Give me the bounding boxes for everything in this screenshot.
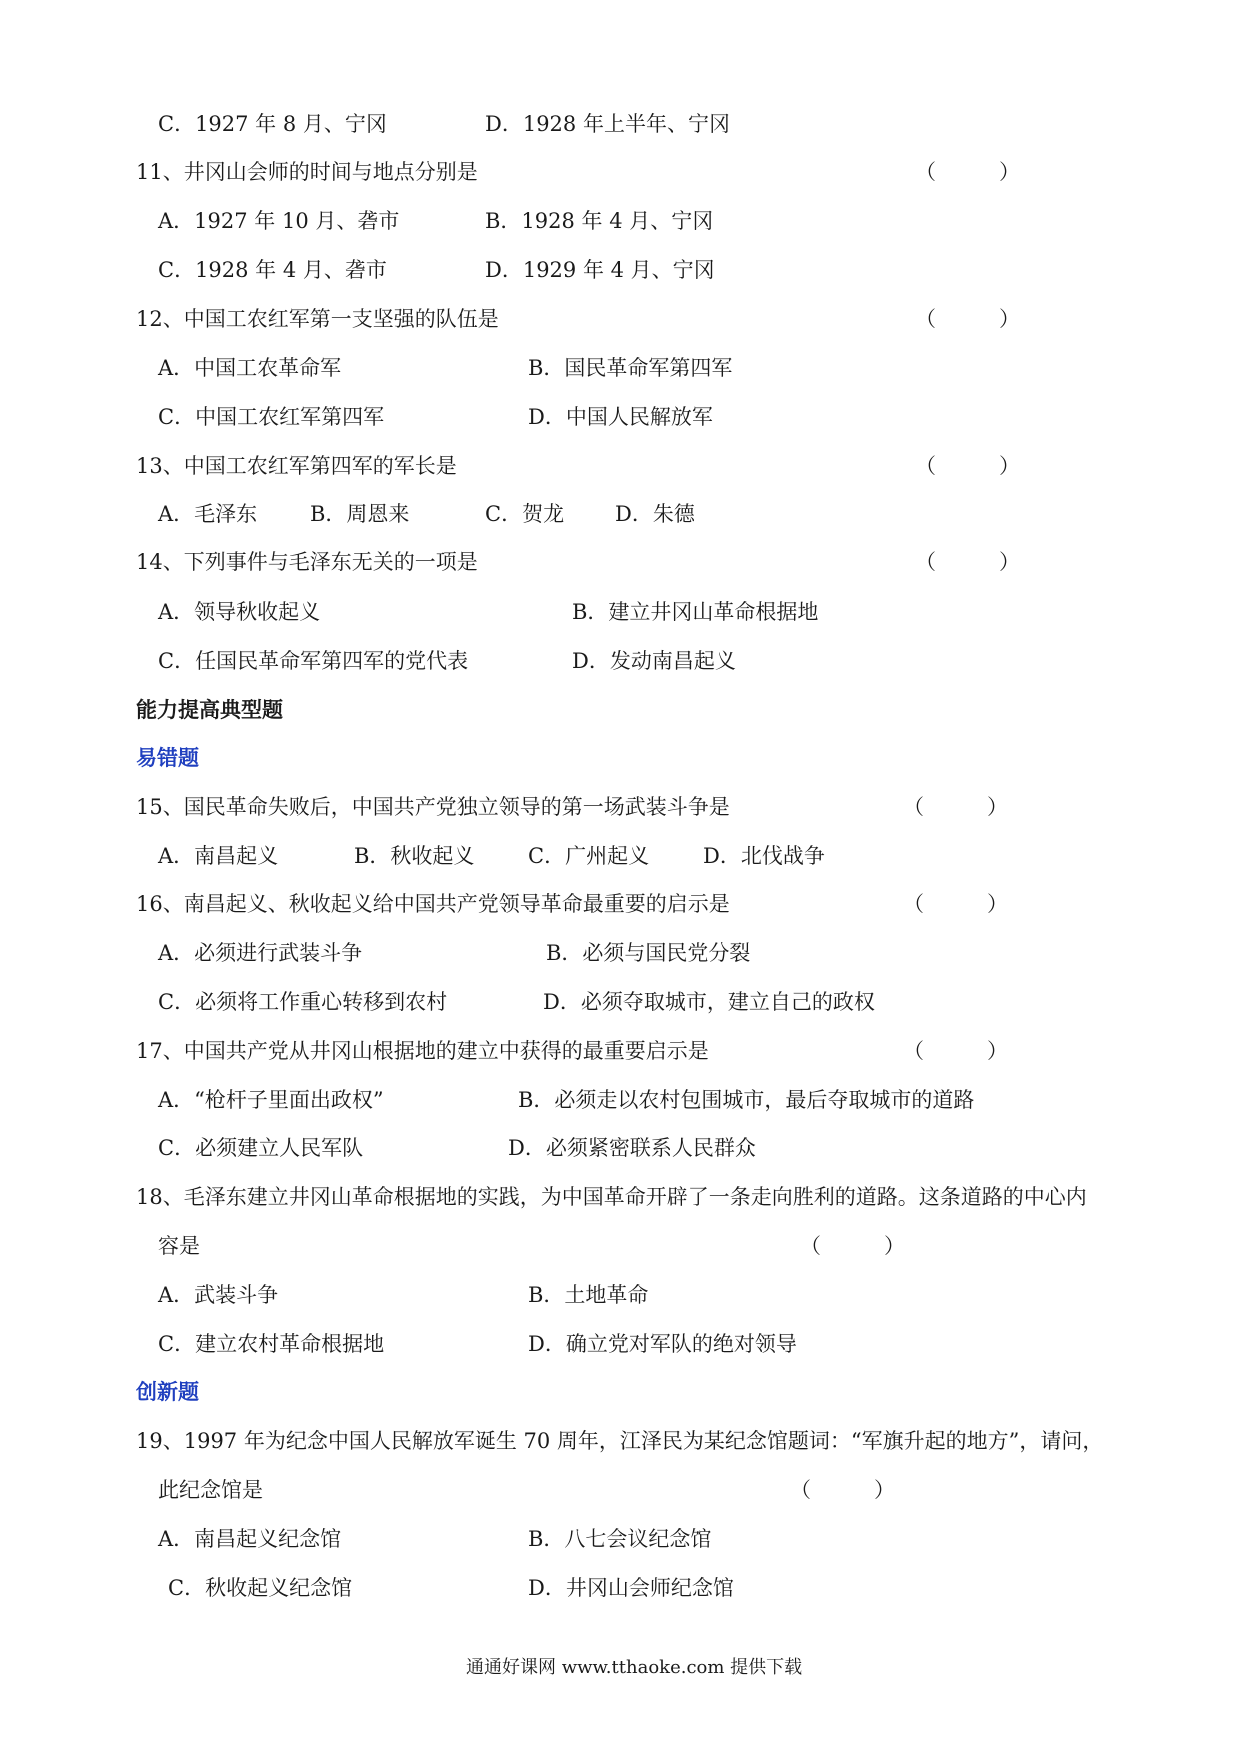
q18-stem-continued: 容是 — [158, 1234, 200, 1258]
q17-option-c: C．必须建立人民军队 — [158, 1136, 364, 1160]
q18-option-d: D．确立党对军队的绝对领导 — [528, 1332, 797, 1356]
q11-option-a: A．1927 年 10 月、砻市 — [158, 209, 400, 233]
q12-option-d: D．中国人民解放军 — [528, 405, 713, 429]
q15-option-d: D．北伐战争 — [703, 844, 825, 868]
q13-option-a: A．毛泽东 — [158, 502, 258, 526]
section-heading-innovation: 创新题 — [136, 1380, 199, 1404]
q13-answer-paren: （ ） — [915, 454, 1020, 478]
q19-option-a: A．南昌起义纪念馆 — [158, 1527, 342, 1551]
q15-option-c: C．广州起义 — [528, 844, 650, 868]
q19-option-b: B．八七会议纪念馆 — [528, 1527, 712, 1551]
q13-option-d: D．朱德 — [615, 502, 695, 526]
q16-option-d: D．必须夺取城市，建立自己的政权 — [543, 990, 875, 1014]
q19-option-d: D．井冈山会师纪念馆 — [528, 1576, 734, 1600]
q12-option-b: B．国民革命军第四军 — [528, 356, 733, 380]
q12-answer-paren: （ ） — [915, 307, 1020, 331]
page-footer: 通通好课网 www.tthaoke.com 提供下载 — [466, 1657, 803, 1678]
q17-answer-paren: （ ） — [903, 1039, 1008, 1063]
q12-option-a: A．中国工农革命军 — [158, 356, 342, 380]
q13-option-c: C．贺龙 — [485, 502, 565, 526]
q16-option-a: A．必须进行武装斗争 — [158, 941, 363, 965]
q18-option-c: C．建立农村革命根据地 — [158, 1332, 385, 1356]
q16-answer-paren: （ ） — [903, 892, 1008, 916]
q19-answer-paren: （ ） — [790, 1478, 895, 1502]
q11-option-d: D．1929 年 4 月、宁冈 — [485, 258, 715, 282]
q18-option-a: A．武装斗争 — [158, 1283, 279, 1307]
section-heading-ability: 能力提高典型题 — [136, 698, 283, 722]
section-heading-error-prone: 易错题 — [136, 746, 199, 770]
q16-option-c: C．必须将工作重心转移到农村 — [158, 990, 448, 1014]
q15-option-b: B．秋收起义 — [354, 844, 475, 868]
q10-option-d: D．1928 年上半年、宁冈 — [485, 112, 730, 136]
q19-stem-continued: 此纪念馆是 — [158, 1478, 263, 1502]
q18-option-b: B．土地革命 — [528, 1283, 649, 1307]
q15-option-a: A．南昌起义 — [158, 844, 279, 868]
q17-option-b: B．必须走以农村包围城市，最后夺取城市的道路 — [518, 1088, 975, 1112]
q11-stem: 11、井冈山会师的时间与地点分别是 — [136, 160, 478, 184]
q18-stem: 18、毛泽东建立井冈山革命根据地的实践，为中国革命开辟了一条走向胜利的道路。这条道路的中心内 — [136, 1185, 1087, 1209]
q15-answer-paren: （ ） — [903, 795, 1008, 819]
q16-stem: 16、南昌起义、秋收起义给中国共产党领导革命最重要的启示是 — [136, 892, 730, 916]
q14-option-c: C．任国民革命军第四军的党代表 — [158, 649, 469, 673]
q14-option-a: A．领导秋收起义 — [158, 600, 321, 624]
q17-stem: 17、中国共产党从井冈山根据地的建立中获得的最重要启示是 — [136, 1039, 709, 1063]
q13-stem: 13、中国工农红军第四军的军长是 — [136, 454, 457, 478]
q19-option-c: C．秋收起义纪念馆 — [168, 1576, 353, 1600]
q11-option-c: C．1928 年 4 月、砻市 — [158, 258, 387, 282]
q11-option-b: B．1928 年 4 月、宁冈 — [485, 209, 714, 233]
q12-option-c: C．中国工农红军第四军 — [158, 405, 385, 429]
q11-answer-paren: （ ） — [915, 160, 1020, 184]
q18-answer-paren: （ ） — [800, 1234, 905, 1258]
q14-answer-paren: （ ） — [915, 550, 1020, 574]
q16-option-b: B．必须与国民党分裂 — [546, 941, 751, 965]
q14-option-b: B．建立井冈山革命根据地 — [572, 600, 819, 624]
q13-option-b: B．周恩来 — [310, 502, 410, 526]
q12-stem: 12、中国工农红军第一支坚强的队伍是 — [136, 307, 499, 331]
q14-option-d: D．发动南昌起义 — [572, 649, 736, 673]
q17-option-d: D．必须紧密联系人民群众 — [508, 1136, 756, 1160]
q14-stem: 14、下列事件与毛泽东无关的一项是 — [136, 550, 478, 574]
q15-stem: 15、国民革命失败后，中国共产党独立领导的第一场武装斗争是 — [136, 795, 730, 819]
q17-option-a: A．“枪杆子里面出政权” — [158, 1088, 384, 1112]
q10-option-c: C．1927 年 8 月、宁冈 — [158, 112, 387, 136]
q19-stem: 19、1997 年为纪念中国人民解放军诞生 70 周年，江泽民为某纪念馆题词：“军旗升起的地方”，请问， — [136, 1429, 1104, 1453]
